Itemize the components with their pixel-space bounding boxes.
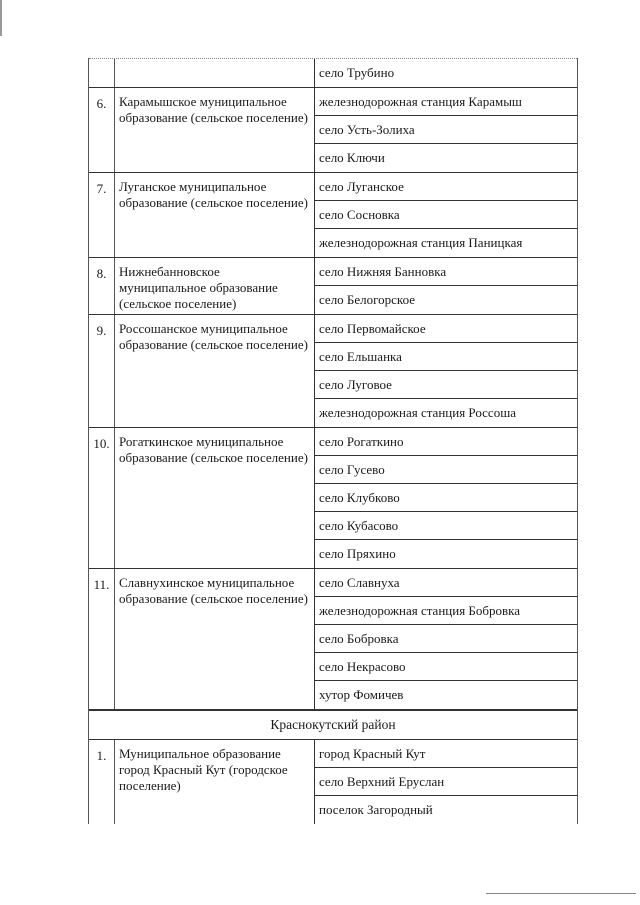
place-item: железнодорожная станция Россоша — [319, 405, 516, 420]
place-item: село Клубково — [315, 484, 577, 512]
places-list — [315, 173, 577, 257]
place-item: село Белогорское — [319, 292, 416, 307]
place-item: село Рогаткино — [315, 428, 577, 456]
page-edge-mark — [0, 0, 2, 36]
places-list — [315, 569, 577, 709]
place-item: железнодорожная станция Карамыш — [315, 88, 577, 116]
row-number: 10. — [89, 428, 115, 568]
places-list — [315, 258, 577, 314]
table-row — [89, 58, 577, 88]
row-number: 8. — [89, 258, 115, 314]
place-item: село Бобровка — [315, 625, 577, 653]
place-item: село Славнуха — [315, 569, 577, 597]
place-item: город Красный Кут — [315, 740, 577, 768]
place-item: село Нижняя Банновка — [315, 258, 577, 286]
place-item: село Сосновка — [315, 201, 577, 229]
table-row — [89, 569, 577, 710]
municipality-name — [115, 59, 315, 87]
municipality-name: Рогаткинское муниципальное образование (сельское поселение) — [115, 428, 315, 568]
place-item: село Кубасово — [315, 512, 577, 540]
settlements-table — [88, 58, 578, 824]
place-item: железнодорожная станция Бобровка — [315, 597, 577, 625]
municipality-name: Нижнебанновское муниципальное образование (сельское поселение) — [115, 258, 315, 314]
place-item: село Ельшанка — [315, 343, 577, 371]
places-list — [315, 88, 577, 172]
place-item: село Трубино — [319, 65, 395, 80]
place-item: хутор Фомичев — [319, 687, 404, 702]
municipality-name: Россошанское муниципальное образование (сельское поселение) — [115, 315, 315, 427]
place-item: село Некрасово — [315, 653, 577, 681]
row-number: 7. — [89, 173, 115, 257]
place-item: село Первомайское — [315, 315, 577, 343]
municipality-name: Славнухинское муниципальное образование (сельское поселение) — [115, 569, 315, 709]
places-list — [315, 740, 577, 824]
table-row — [89, 258, 577, 315]
place-item: железнодорожная станция Паницкая — [319, 235, 523, 250]
places-list — [315, 315, 577, 427]
row-number: 11. — [89, 569, 115, 709]
places-list — [315, 428, 577, 568]
row-number — [89, 59, 115, 87]
municipality-name: Карамышское муниципальное образование (сельское поселение) — [115, 88, 315, 172]
footer-rule — [486, 893, 636, 895]
place-item: село Пряхино — [319, 546, 396, 561]
table-row — [89, 428, 577, 569]
place-item: поселок Загородный — [319, 802, 433, 817]
municipality-name: Луганское муниципальное образование (сельское поселение) — [115, 173, 315, 257]
table-row — [89, 315, 577, 428]
place-item: село Ключи — [319, 150, 385, 165]
place-item: село Усть-Золиха — [315, 116, 577, 144]
place-item: село Гусево — [315, 456, 577, 484]
row-number: 9. — [89, 315, 115, 427]
municipality-name: Муниципальное образование город Красный Кут (городское поселение) — [115, 740, 315, 824]
district-header: Краснокутский район — [89, 710, 577, 740]
table-row — [89, 88, 577, 173]
row-number: 1. — [89, 740, 115, 824]
place-item: село Луговое — [315, 371, 577, 399]
place-item: село Луганское — [315, 173, 577, 201]
row-number: 6. — [89, 88, 115, 172]
places-list — [315, 59, 577, 87]
place-item: село Верхний Еруслан — [315, 768, 577, 796]
table-row — [89, 173, 577, 258]
table-row — [89, 740, 577, 824]
